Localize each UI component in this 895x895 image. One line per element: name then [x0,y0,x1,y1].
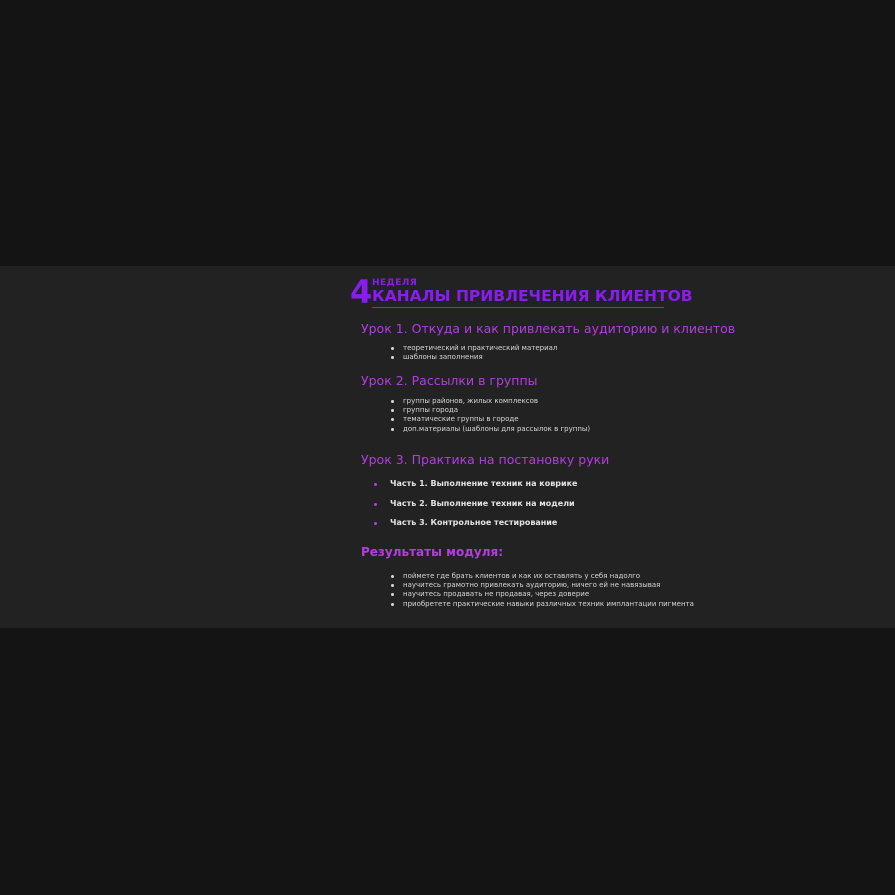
bullet-icon [391,428,394,431]
list-item: доп.материалы (шаблоны для рассылок в группы) [391,425,590,434]
bullet-icon [391,347,394,350]
bullet-icon [391,603,394,606]
week-number: 4 [350,273,373,311]
bullet-icon [374,483,377,486]
bullet-icon [391,593,394,596]
list-item: группы города [391,406,590,415]
header-divider [372,307,664,308]
results-title: Результаты модуля: [361,545,504,559]
bullet-icon [374,522,377,525]
module-title: КАНАЛЫ ПРИВЛЕЧЕНИЯ КЛИЕНТОВ [372,287,693,305]
bullet-icon [391,418,394,421]
bullet-icon [391,400,394,403]
list-item: поймете где брать клиентов и как их оставлять у себя надолго [391,572,694,581]
list-item: приобретете практические навыки различных техник имплантации пигмента [391,600,694,609]
results-list [391,572,694,609]
list-item: группы районов, жилых комплексов [391,397,590,406]
bullet-icon [391,356,394,359]
list-item: научитесь грамотно привлекать аудиторию, ничего ей не навязывая [391,581,694,590]
bullet-icon [391,575,394,578]
list-item: научитесь продавать не продавая, через доверие [391,590,694,599]
week-label: НЕДЕЛЯ [372,278,418,288]
lesson-3-title: Урок 3. Практика на постановку руки [361,452,610,467]
list-item: шаблоны заполнения [391,353,557,362]
lesson-1-title: Урок 1. Откуда и как привлекать аудиторию и клиентов [361,321,736,336]
bullet-icon [374,503,377,506]
module-header [350,273,710,311]
lesson-1-list [391,344,557,362]
bullet-icon [391,584,394,587]
lesson-2-title: Урок 2. Рассылки в группы [361,373,538,388]
bullet-icon [391,409,394,412]
list-item: теоретический и практический материал [391,344,557,353]
list-item: тематические группы в городе [391,415,590,424]
lesson-2-list [391,397,590,434]
